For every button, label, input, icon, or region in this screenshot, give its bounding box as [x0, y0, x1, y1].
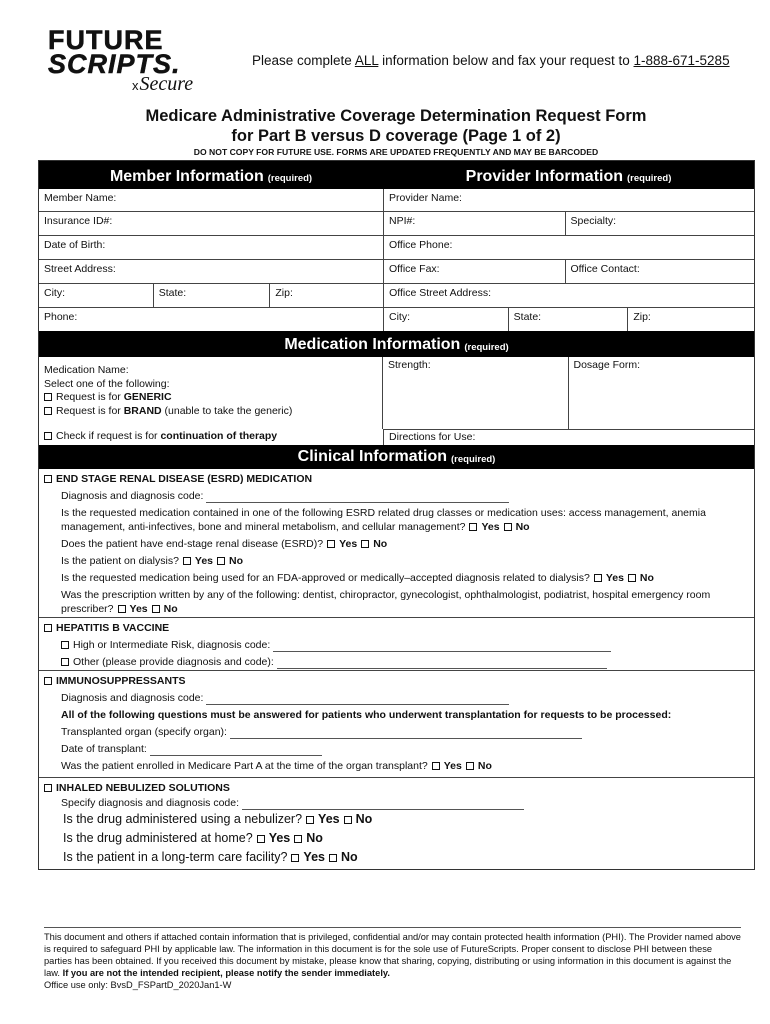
clinical-header: Clinical Information (required) — [39, 445, 754, 469]
form-title: Medicare Administrative Coverage Determination Request Form — [145, 107, 647, 125]
generic-option[interactable]: Request is for GENERIC — [44, 391, 377, 405]
checkbox-icon[interactable] — [61, 641, 69, 649]
member-city-field[interactable]: City: — [44, 287, 65, 299]
checkbox-icon[interactable] — [306, 816, 314, 824]
esrd-section: END STAGE RENAL DISEASE (ESRD) MEDICATION Diagnosis and diagnosis code: Is the requested medication contained in one of the following ESRD related drug classes or medication uses: access management, anemia management, anti-infectives, bone and mineral metabolism, and cellular management? Yes No Does the patient have end-stage renal disease (ESRD)? Yes No Is the patient on dialysis? Yes No Is the requested medication being used for an FDA-approved or medically–accepted diagnosis related to dialysis? Yes No Was the prescription written by any of the following: dentist, chiropractor, gynecologist, ophthalmologist, podiatrist, hospital emergency room prescriber? Yes No — [39, 469, 754, 617]
office-contact-field[interactable]: Office Contact: — [565, 260, 754, 283]
esrd-diagnosis-input[interactable] — [206, 493, 509, 503]
checkbox-icon[interactable] — [44, 624, 52, 632]
medication-name-field[interactable]: Medication Name: — [44, 364, 129, 376]
hepatitis-b-section: HEPATITIS B VACCINE High or Intermediate Risk, diagnosis code: Other (please provide diagnosis and code): — [39, 617, 754, 670]
member-state-field[interactable]: State: — [153, 284, 270, 307]
checkbox-icon[interactable] — [291, 854, 299, 862]
checkbox-icon[interactable] — [344, 816, 352, 824]
fax-number: 1-888-671-5285 — [633, 53, 730, 68]
directions-field[interactable]: Directions for Use: — [383, 429, 754, 445]
specialty-field[interactable]: Specialty: — [565, 212, 754, 235]
checkbox-icon[interactable] — [466, 762, 474, 770]
transplant-note: All of the following questions must be answered for patients who underwent transplantation for requests to be processed: — [61, 709, 672, 721]
checkbox-icon[interactable] — [327, 540, 335, 548]
checkbox-icon[interactable] — [257, 835, 265, 843]
transplanted-organ-input[interactable] — [230, 729, 582, 739]
phone-field[interactable]: Phone: — [44, 311, 78, 323]
office-use-code: Office use only: BvsD_FSPartD_2020Jan1-W — [44, 980, 232, 990]
neb-diagnosis-input[interactable] — [242, 800, 524, 810]
member-name-field[interactable]: Member Name: — [44, 192, 117, 204]
esrd-heading: END STAGE RENAL DISEASE (ESRD) MEDICATION — [56, 473, 313, 485]
checkbox-icon[interactable] — [294, 835, 302, 843]
immuno-diagnosis-input[interactable] — [206, 695, 509, 705]
checkbox-icon[interactable] — [44, 393, 52, 401]
checkbox-icon[interactable] — [44, 407, 52, 415]
street-address-field[interactable]: Street Address: — [44, 263, 116, 275]
checkbox-icon[interactable] — [61, 658, 69, 666]
office-street-address-field[interactable]: Office Street Address: — [383, 284, 754, 307]
nebulized-heading: INHALED NEBULIZED SOLUTIONS — [56, 782, 230, 794]
checkbox-icon[interactable] — [329, 854, 337, 862]
checkbox-icon[interactable] — [469, 523, 477, 531]
logo-secure: xSecure — [132, 73, 194, 95]
select-one-label: Select one of the following: — [44, 377, 170, 390]
futurescripts-logo — [48, 25, 198, 95]
checkbox-icon[interactable] — [628, 574, 636, 582]
provider-zip-field[interactable]: Zip: — [627, 308, 754, 331]
checkbox-icon[interactable] — [361, 540, 369, 548]
dosage-form-field[interactable]: Dosage Form: — [568, 357, 755, 429]
checkbox-icon[interactable] — [217, 557, 225, 565]
hepb-other-input[interactable] — [277, 659, 607, 669]
office-fax-field[interactable]: Office Fax: — [383, 260, 565, 283]
immunosuppressants-heading: IMMUNOSUPPRESSANTS — [56, 675, 186, 687]
checkbox-icon[interactable] — [44, 784, 52, 792]
date-of-birth-field[interactable]: Date of Birth: — [44, 239, 106, 251]
checkbox-icon[interactable] — [118, 605, 126, 613]
member-provider-header: Member Information (required) Provider Information (required) — [39, 161, 754, 189]
form-subtitle: for Part B versus D coverage (Page 1 of 2) — [231, 127, 561, 145]
strength-field[interactable]: Strength: — [388, 359, 431, 371]
provider-state-field[interactable]: State: — [508, 308, 628, 331]
logo-line-2: SCRIPTS. — [48, 49, 181, 79]
checkbox-icon[interactable] — [44, 475, 52, 483]
continuation-option[interactable]: Check if request is for continuation of therapy — [39, 429, 383, 445]
checkbox-icon[interactable] — [44, 677, 52, 685]
checkbox-icon[interactable] — [44, 432, 52, 440]
copy-warning: DO NOT COPY FOR FUTURE USE. FORMS ARE UPDATED FREQUENTLY AND MAY BE BARCODED — [193, 147, 599, 157]
fax-instruction: Please complete ALL information below and fax your request to 1-888-671-5285 — [252, 53, 730, 68]
checkbox-icon[interactable] — [183, 557, 191, 565]
request-form — [38, 160, 755, 870]
transplant-date-input[interactable] — [150, 746, 322, 756]
checkbox-icon[interactable] — [504, 523, 512, 531]
nebulized-section: INHALED NEBULIZED SOLUTIONS Specify diagnosis and diagnosis code: Is the drug administered using a nebulizer? Yes No Is the drug administered at home? Yes No Is the patient in a long-term care facility? Yes No — [39, 777, 754, 869]
member-zip-field[interactable]: Zip: — [269, 284, 383, 307]
insurance-id-field[interactable]: Insurance ID#: — [44, 215, 113, 227]
checkbox-icon[interactable] — [152, 605, 160, 613]
provider-name-field[interactable]: Provider Name: — [383, 189, 754, 211]
hepb-high-risk-input[interactable] — [273, 642, 611, 652]
hepatitis-b-heading: HEPATITIS B VACCINE — [56, 622, 170, 634]
brand-option[interactable]: Request is for BRAND (unable to take the generic) — [44, 405, 377, 419]
npi-field[interactable]: NPI#: — [383, 212, 565, 235]
confidentiality-footer: This document and others if attached contain information that is privileged, confidential and/or may contain protected health information (PHI). The Provider named above is required to safeguard PHI by applicable law. The information in this document is for the sole use of FutureScripts. Proper consent to disclose PHI between these parties has been obtained. If you received this document by mistake, please know that sharing, copying, distributing or using information in this document is against the law. If you are not the intended recipient, please notify the sender immediately. Office use only: BvsD_FSPartD_2020Jan1-W — [44, 927, 741, 991]
checkbox-icon[interactable] — [432, 762, 440, 770]
provider-city-field[interactable]: City: — [383, 308, 508, 331]
logo-line-1: FUTURE — [48, 25, 164, 55]
office-phone-field[interactable]: Office Phone: — [383, 236, 754, 259]
immunosuppressants-section: IMMUNOSUPPRESSANTS Diagnosis and diagnosis code: All of the following questions must be answered for patients who underwent transplantation for requests to be processed: Transplanted organ (specify organ): Date of transplant: Was the patient enrolled in Medicare Part A at the time of the organ transplant? Yes No — [39, 670, 754, 777]
medication-header: Medication Information (required) — [39, 331, 754, 357]
checkbox-icon[interactable] — [594, 574, 602, 582]
